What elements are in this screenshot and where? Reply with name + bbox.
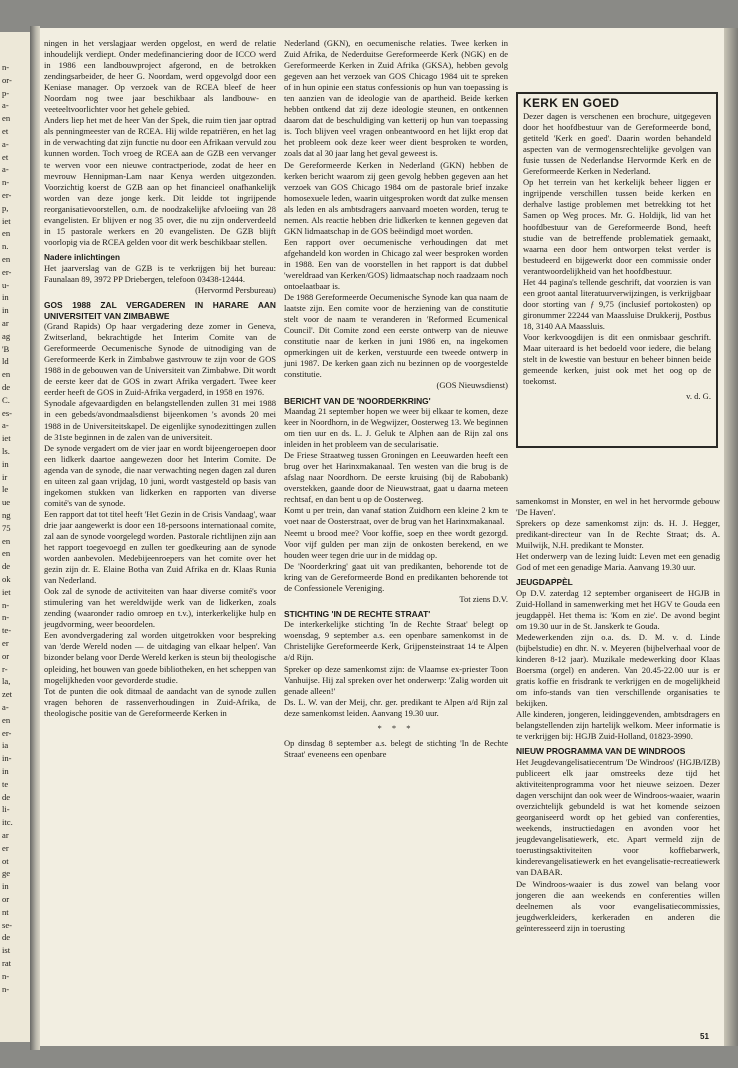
kerk-box-sign: v. d. G. xyxy=(686,391,711,402)
previous-page-fragment: in xyxy=(2,766,9,776)
gos-cont-paragraph-1: Nederland (GKN), en oecumenische relaties. Twee kerken in Zuid Afrika, de Nederduitse Gereformeerde Kerk (NGK) en de Gereformeerde Kerken in Zuid Afrika (GKSA), hebben gevolg gegeven aan het verzoek van GOS Chicago 1984 uit te spreken of in hun opinie een status confessionis op hun van toepassing is ten aanzien van de ideologie van de apartheid. Beide kerken hebben ontkend dat zij deze ideologie steunen, en ontkennen daarom dat de beschuldiging van ketterij op hun van toepassing is. Toch blijven veel vragen onbeantwoord en het lijkt erop dat het probleem ook deze keer weer dient besproken te worden, zoals dat al 30 jaar lang het geval geweest is. xyxy=(284,38,508,159)
gos-heading: GOS 1988 ZAL VERGADEREN IN HARARE AAN UNIVERSITEIT VAN ZIMBABWE xyxy=(44,300,276,321)
previous-page-fragment: te xyxy=(2,778,9,789)
gos-paragraph-6: Een avondvergadering zal worden uitgetrokken voor bespreking van 'derde Wereld noden — de uitdaging van elkaar helpen'. Van bizonder belang voor Derde Wereld kerken is steun bij theologische opleiding, het bouwen van goede bibliotheken, en het scheppen van mogelijkheden voor gevorderde studie. xyxy=(44,630,276,685)
nadere-source: (Hervormd Persbureau) xyxy=(195,285,276,296)
previous-page-fragment: iet xyxy=(2,215,11,226)
gos-paragraph-3: De synode vergadert om de vier jaar en wordt bijeengeroepen door een lidkerk daartoe aangewezen door het Interim Comite. De agenda van de synode, die naar verwachting negen dagen zal duren en uiteen zal gaan vrijdag, 10 juni, wordt vastgesteld op basis van ingekomen stukken van lidkerken en rapporten van diverse comité's van de synode. xyxy=(44,442,276,508)
previous-page-fragment: ok xyxy=(2,574,11,584)
column-2 xyxy=(284,38,508,760)
previous-page-fragment: en xyxy=(2,254,11,264)
previous-page-fragment: ar xyxy=(2,318,9,328)
previous-page-fragment: li- xyxy=(2,804,10,815)
previous-page-fragment: 'B xyxy=(2,343,10,354)
previous-page-fragment: r- xyxy=(2,663,8,674)
jeugd-paragraph-3: Alle kinderen, jongeren, leidinggevenden, ambtsdragers en belangstellenden zijn hartelijk welkom. Meer informatie is te verkrijgen bij: HGJB Zuid-Holland, 01823-3990. xyxy=(516,709,720,742)
kerk-box-paragraph-3: Het 44 pagina's tellende geschrift, dat voorzien is van een groot aantal literatuurverwijzingen, is verkrijgbaar door storting van ƒ 9,75 (inclusief portokosten) op gironummer 22244 van Maassluise Drukkerij, Postbus 18, 3140 AA Maassluis. xyxy=(523,276,711,331)
previous-page-fragment: a- xyxy=(2,100,9,111)
previous-page-fragment: a- xyxy=(2,420,9,431)
previous-page-fragment: er xyxy=(2,842,9,853)
previous-page-fragment: a- xyxy=(2,702,9,712)
kerk-box-title: KERK EN GOED xyxy=(523,96,620,110)
previous-page-fragment: n. xyxy=(2,241,9,252)
jeugd-paragraph-1: Op D.V. zaterdag 12 september organiseert de HGJB in Zuid-Holland in samenwerking met het HGV te Gouda een jeugdappèl. Het thema is: 'Kom en zie'. De avond begint om 19.30 uur in de St. Janskerk te Gouda. xyxy=(516,587,720,631)
previous-page-fragment: ng xyxy=(2,510,11,520)
previous-page-fragment: or xyxy=(2,894,10,904)
kerk-box-paragraph-1: Dezer dagen is verschenen een brochure, uitgegeven door het hoofdbestuur van de Gereformeerde bond, getiteld 'Kerk en goed'. Daarin worden behandeld aspecten van de vermogensrechtelijke gevolgen van fusie tussen de Nederlandse Hervormde Kerk en de Gereformeerde Kerken in Nederland. xyxy=(523,111,711,177)
previous-page-fragment: a- xyxy=(2,138,9,149)
previous-page-fragment: et xyxy=(2,151,9,162)
previous-page-fragment: en xyxy=(2,369,11,380)
previous-page-fragment: er xyxy=(2,638,9,648)
kerk-box-paragraph-2: Op het terrein van het kerkelijk beheer liggen er ingrijpende verschillen tussen beide kerken en derhalve lastige problemen met betrekking tot het Samen op Weg proces. Mr. G. Holdijk, lid van het hoofdbestuur van de Gereformeerde Bond, heeft studie van de betreffende problematiek gemaakt, waarna een door hem ontworpen tekst verder is bestudeerd en bijgewerkt door een commissie onder verantwoordelijkheid van het hoofdbestuur. xyxy=(523,177,711,276)
previous-page-fragment: iet xyxy=(2,433,11,444)
previous-page-fragment: rat xyxy=(2,958,12,968)
previous-page-fragment: ue xyxy=(2,497,11,508)
previous-page-fragment: et xyxy=(2,126,9,136)
previous-page-fragment: en xyxy=(2,113,11,124)
previous-page-fragment: zet xyxy=(2,689,13,700)
noorderkring-paragraph-4: Neemt u brood mee? Voor koffie, soep en thee wordt gezorgd. Voor vijf gulden per man zijn de onkosten berekend, en we houden weer tegen drie uur in de middag op. xyxy=(284,527,508,560)
book-gutter xyxy=(30,26,40,1050)
previous-page-fragment: 75 xyxy=(2,522,11,533)
stichting-paragraph-1: De interkerkelijke stichting 'In de Rechte Straat' belegt op woensdag, 9 september a.s. een openbare samenkomst in de Christelijke Gereformeerde Kerk, Grijpensteinstraat 14 te Alpen a/d Rijn. xyxy=(284,619,508,663)
noorderkring-paragraph-1: Maandag 21 september hopen we weer bij elkaar te komen, deze keer in Noordhorn, in de Wegwijzer, Oosterweg 13. We beginnen om tien uur en ds. L. J. Geluk te Alphen aan de Rijn zal ons inleiden in het probleem van de secularisatie. xyxy=(284,406,508,450)
noorderkring-heading: BERICHT VAN DE 'NOORDERKRING' xyxy=(284,395,431,406)
windroos-paragraph-1: Het Jeugdevangelisatiecentrum 'De Windroos' (HGJB/IZB) publiceert elk jaar omstreeks deze tijd het aktiviteitenprogramma voor het nieuwe seizoen. Dezer dagen verschijnt dan ook weer de Windroos-waaier, waarin overzichtelijk gebundeld is wat het komende seizoen georganiseerd wordt op het gebied van conferenties, weekends, instructiedagen en avonden voor het jeugdevangelisatiewerk, etc. Apart vermeld zijn de toerustingsaktiviteiten voor koffiebarwerk, kinderevangelisatiewerk en het evangelisatie-recreatiewerk van DABAR. xyxy=(516,756,720,878)
section-separator: * * * xyxy=(377,722,415,733)
stichting-paragraph-2: Spreker op deze samenkomst zijn: de Vlaamse ex-priester Toon Vanhuijse. Hij zal spreken over het onderwerp: 'Zalig worden uit genade alleen!' xyxy=(284,663,508,696)
gos-cont-paragraph-2: De Gereformeerde Kerken in Nederland (GKN) hebben de kerken bericht waarom zij geen gevolg hebben gegeven aan het verzoek van GOS Chicago 1984 om de pastorale brief inzake homosexuele leden, waarin uitgesproken wordt dat zulke mensen als leden en als ambtsdragers aanvaard moeten worden, terug te nemen. Als reactie hebben drie lidkerken te kennen gegeven dat GKN lidmaatschap in de GOS beëindigd moet worden. xyxy=(284,159,508,236)
nadere-heading: Nadere inlichtingen xyxy=(44,252,120,262)
previous-page-fragment: or- xyxy=(2,74,12,85)
gos-paragraph-1: (Grand Rapids) Op haar vergadering deze zomer in Geneva, Zwitserland, bekrachtigde het Interim Comite van de Gereformeerde Oecumenische Synode de uitnodiging van de Gereformeerde Kerk in Zimbabwe gastvrouw te zijn voor de GOS 1988 in de gebouwen van de Universiteit van Zimbabwe. Dit wordt de eerste keer dat de GOS in zwart Afrika vergadert. Twee keer eerder heeft de GOS in Zuid-Afrika vergaderd, in 1958 en 1976. xyxy=(44,321,276,398)
previous-page-fragment: de xyxy=(2,382,11,392)
gos-cont-paragraph-4: De 1988 Gereformeerde Oecumenische Synode kan qua naam de laatste zijn. Een comite voor de herziening van de constitutie stelt voor de naam te veranderen in 'Reformed Ecumenical Council'. Dit Comite zond een eerste ontwerp van de nieuwe constitutie naar de kerken in juni 1986 en, na ingekomen opmerkingen uit de kerken, verstuurde een tweede ontwerp in juni 1987. De kerken gaan zich nu bezinnen op de voorgestelde constitutie. xyxy=(284,292,508,380)
previous-page-fragment: le xyxy=(2,484,9,495)
stichting-heading: STICHTING 'IN DE RECHTE STRAAT' xyxy=(284,608,431,619)
previous-page-fragment: ot xyxy=(2,855,9,866)
previous-page-fragment: a- xyxy=(2,164,9,175)
previous-page-fragment: itc. xyxy=(2,817,13,828)
gos-paragraph-2: Synodale afgevaardigden en belangstellenden zullen 31 mei 1988 in een gebeds/avondmaalsdienst bijeenkomen 's avonds 20 mei 1988 in de Universiteitskapel. De eigenlijke synodezittingen zullen de 31ste beginnen in de zalen van de universiteit. xyxy=(44,398,276,442)
previous-page-fragment: en xyxy=(2,228,11,239)
intro-paragraph-2: Anders liep het met de heer Van der Spek, die ruim tien jaar optrad als penningmeester van de RCEA. Hij wilde repatriëren, en het lag in de verwachting dat zijn functie nu door een Afrikaan vervuld zou kunnen worden. Toch vroeg de RCEA aan de GZB een vervanger te werven voor een nieuwe contractperiode, zodat de heer en mevrouw Hennipman-Lam naar Kenya werden uitgezonden. Voorzichtig koerst de GZB aan op het financieel onafhankelijk worden van deze jonge kerk. Dit leidde tot ingrijpende reorganisatievoorstellen, o.m. de noodzakelijke afvloeiing van 28 evangelisten. Er blijven er nog 35 over, die nu zijn onderverdeeld in 15 pastorale werkers en 20 evangelisten. De GZB blijft voorlopig via de RCEA gelden voor dit werk beschikbaar stellen. xyxy=(44,115,276,247)
magazine-page xyxy=(40,28,724,1046)
intro-paragraph-1: ningen in het verslagjaar werden opgelost, en werd de relatie inhoudelijk verdiept. Onder medefinanciering door de ICCO werd in 1986 een landbouwproject afgerond, en de betrokken zendingsarbeider, de heer G. Noordam, werd opgevolgd door een Keniase manager. Op verzoek van de RCEA bleef de heer Noordam nog twee jaar beschikbaar als landbouw- en veeteeltvoorlichter voor het gehele gebied. xyxy=(44,38,276,115)
previous-page-fragment: ir xyxy=(2,471,8,482)
previous-page-fragment: de xyxy=(2,561,11,572)
previous-page-fragment: p, xyxy=(2,202,9,213)
gos-source: (GOS Nieuwsdienst) xyxy=(436,380,508,391)
previous-page-fragment: ar xyxy=(2,830,9,840)
previous-page-fragment: in- xyxy=(2,753,12,764)
previous-page-fragment: n- xyxy=(2,983,10,994)
previous-page-fragment: en xyxy=(2,714,11,725)
previous-page-fragment: es- xyxy=(2,407,13,418)
previous-page-fragment: n- xyxy=(2,612,10,623)
previous-page-fragment: de xyxy=(2,791,11,802)
col3-cont-paragraph-1: samenkomst in Monster, en wel in het hervormde gebouw 'De Haven'. xyxy=(516,496,720,518)
noorderkring-paragraph-3: Komt u per trein, dan vanaf station Zuidhorn een kleine 2 km te voet naar de Oosterstraat, over de brug van het Harinxmakanaal. xyxy=(284,505,508,527)
page-right-edge xyxy=(724,28,738,1046)
windroos-paragraph-2: De Windroos-waaier is dus zowel van belang voor jongeren die aan weekends en conferenties willen deelnemen als voor evangelisatiecommissies, jeugdwerkleiders, kerkeraden en anderen die geïnteresseerd zijn in toerusting xyxy=(516,878,720,933)
previous-page-fragment: ist xyxy=(2,945,11,956)
previous-page-fragment: C. xyxy=(2,394,10,405)
previous-page-fragment: er- xyxy=(2,190,12,200)
previous-page-fragment: nt xyxy=(2,906,9,917)
previous-page-fragment: er- xyxy=(2,266,12,277)
col3-cont-paragraph-3: Het onderwerp van de lezing luidt: Leven met een genadig God of met een genadige Maria. Aanvang 19.30 uur. xyxy=(516,551,720,573)
previous-page-fragment: de xyxy=(2,932,11,943)
gos-paragraph-7: Tot de punten die ook ditmaal de aandacht van de synode zullen vragen behoren de rassenverhoudingen in Zuid-Afrika, de theologische positie van de Gereformeerde Kerken in xyxy=(44,685,276,718)
jeugd-heading: JEUGDAPPÈL xyxy=(516,577,573,588)
previous-page-fragment: n- xyxy=(2,970,10,981)
previous-page-fragment: in xyxy=(2,881,9,892)
previous-page-fragment: la, xyxy=(2,676,11,687)
windroos-heading: NIEUW PROGRAMMA VAN DE WINDROOS xyxy=(516,746,686,757)
kerk-en-goed-box xyxy=(516,92,718,448)
stichting-paragraph-3: Ds. L. W. van der Meij, chr. ger. predikant te Alpen a/d Rijn zal deze samenkomst leiden. Aanvang 19.30 uur. xyxy=(284,696,508,718)
column-3 xyxy=(516,496,720,934)
noorderkring-sign: Tot ziens D.V. xyxy=(459,593,508,604)
previous-page-fragment: en xyxy=(2,548,11,559)
column-1 xyxy=(44,38,276,719)
previous-page-fragment: or xyxy=(2,650,10,661)
previous-page-fragment: ia xyxy=(2,740,9,751)
previous-page-fragment: te- xyxy=(2,625,12,636)
previous-page-fragment: n- xyxy=(2,177,10,188)
noorderkring-paragraph-5: De 'Noorderkring' gaat uit van predikanten, behorende tot de kring van de Gereformeerde Bond en predikanten behorende tot de Confessionele Vereniging. xyxy=(284,560,508,593)
previous-page-fragment: en xyxy=(2,535,11,546)
previous-page-fragment: in xyxy=(2,458,9,469)
gos-paragraph-5: Ook zal de synode de activiteiten van haar diverse comité's voor stimulering van het wereldwijde werk van de lidkerken, zoals zending (waaronder radio omroep en t.v.), interkerkelijke hulp en jeugdvorming, weer beoordelen. xyxy=(44,586,276,630)
previous-page-fragment: n- xyxy=(2,599,10,610)
jeugd-paragraph-2: Medewerkenden zijn o.a. ds. D. M. v. d. Linde (bijbelstudie) en dhr. N. v. Meyeren (bijbelverhaal voor de kinderen 8-12 jaar). Muzikale medewerking door Klaas Boersma (orgel) en anderen. Van 20.45-22.00 uur is er gratis koffie en frisdrank te verkrijgen en de mogelijkheid om info-stands van tien verschillende organisaties te bekijken. xyxy=(516,632,720,709)
gos-cont-paragraph-3: Een rapport over oecumenische verhoudingen dat met afgehandeld kon worden in Chicago zal weer besproken worden in 1988. Een van de voorstellen in het rapport is dat dubbel 'wereldraad van Kerken/GOS) lidmaatschap noch raadzaam noch ontoelaatbaar is. xyxy=(284,236,508,292)
previous-page-edge xyxy=(0,32,30,1042)
previous-page-fragment: n- xyxy=(2,62,10,72)
previous-page-fragment: iet xyxy=(2,586,11,597)
previous-page-fragment: ld xyxy=(2,356,9,367)
page-number: 51 xyxy=(700,1032,709,1041)
previous-page-fragment: in xyxy=(2,305,9,316)
gos-paragraph-4: Een rapport dat tot titel heeft 'Het Gezin in de Crisis Vandaag', waar drie jaar aangewerkt is door een 18-persoons internationaal comite, zal aan de synode voorgelegd worden. Pastorale richtlijnen zijn aan het rapport toegevoegd en zullen ter goedkeuring aan de synode worden aanbevolen. Medebijeenroepers van het comite over het gezin zijn dr. E. Elaine Botha van Zuid Afrika en dr. Klaas Runia van Nederland. xyxy=(44,508,276,586)
previous-page-fragment: ls. xyxy=(2,446,10,456)
previous-page-fragment: se- xyxy=(2,919,13,930)
noorderkring-paragraph-2: De Friese Straatweg tussen Groningen en Leeuwarden heeft een brug over het Harinxmakanaal. Ten westen van die brug is de afslag naar Noordhorn. De eerste kruising (bij de Rabobank) overstekken, gaande door de Nieuwstraat, gaat u daarna meteen rechtsaf, en dan bent u op de Oosterweg. xyxy=(284,450,508,505)
previous-page-fragment: er- xyxy=(2,727,12,738)
previous-page-fragment: ag xyxy=(2,330,11,341)
previous-page-fragment: in xyxy=(2,292,9,303)
kerk-box-paragraph-4: Voor kerkvoogdijen is dit een onmisbaar geschrift. Maar uiteraard is het bedoeld voor iedere, die belang stelt in de kwestie van bestuur en beheer binnen beide gemeende kerken, juist ook met het oog op de toekomst. xyxy=(523,331,711,387)
closing-paragraph: Op dinsdag 8 september a.s. belegt de stichting 'In de Rechte Straat' eveneens een openbare xyxy=(284,737,508,759)
previous-page-fragment: u- xyxy=(2,279,10,290)
previous-page-fragment: p- xyxy=(2,87,10,98)
nadere-text: Het jaarverslag van de GZB is te verkrijgen bij het bureau: Faunalaan 89, 3972 PP Driebergen, telefoon 03438-12444. xyxy=(44,262,276,284)
previous-page-fragment: ge xyxy=(2,868,11,879)
col3-cont-paragraph-2: Sprekers op deze samenkomst zijn: ds. H. J. Hegger, predikant-directeur van In de Rechte Straat; ds. A. Muilwijk, N.H. predikant te Monster. xyxy=(516,518,720,551)
